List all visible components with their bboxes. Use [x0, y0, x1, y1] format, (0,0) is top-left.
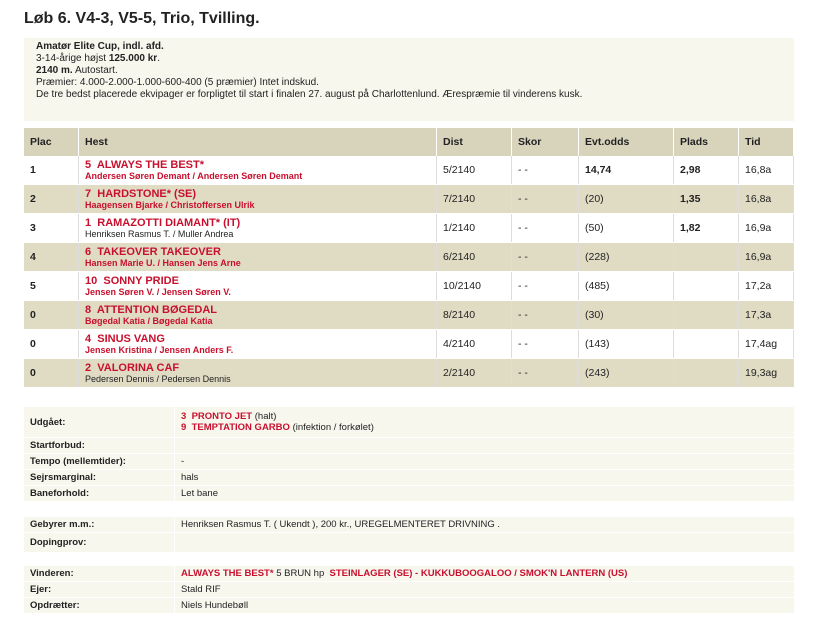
tempo-value: -	[175, 454, 795, 470]
plac-cell: 2	[24, 185, 79, 214]
driver-trainer: Jensen Søren V. / Jensen Søren V.	[85, 286, 231, 297]
winner-pedigree: STEINLAGER (SE) - KUKKUBOOGALOO / SMOK'N LANTERN (US)	[329, 568, 628, 579]
tid-cell: 16,8a	[739, 185, 794, 214]
skor-cell: - -	[512, 156, 579, 185]
startforbud-value	[175, 438, 795, 454]
odds-cell: (20)	[579, 185, 674, 214]
driver-trainer: Andersen Søren Demant / Andersen Søren Demant	[85, 170, 303, 181]
table-row	[24, 214, 794, 243]
sejr-value: hals	[175, 470, 795, 486]
odds-cell: (30)	[579, 301, 674, 330]
skor-cell: - -	[512, 243, 579, 272]
bane-label: Baneforhold:	[24, 486, 175, 502]
start-number: 7	[85, 187, 92, 200]
plads-cell	[674, 301, 739, 330]
odds-cell: (228)	[579, 243, 674, 272]
start-number: 2	[85, 361, 92, 374]
dist-cell: 2/2140	[437, 359, 512, 388]
dist-cell: 10/2140	[437, 272, 512, 301]
plac-cell: 0	[24, 359, 79, 388]
dist-cell: 4/2140	[437, 330, 512, 359]
plac-cell: 5	[24, 272, 79, 301]
skor-cell: - -	[512, 214, 579, 243]
horse-cell	[79, 359, 437, 388]
results-table	[24, 128, 794, 388]
start-type: Autostart.	[74, 65, 118, 76]
plads-cell	[674, 330, 739, 359]
gebyr-label: Gebyrer m.m.:	[24, 517, 175, 533]
horse-name-link[interactable]: RAMAZOTTI DIAMANT* (IT)	[97, 216, 241, 229]
horse-name-link[interactable]: VALORINA CAF	[97, 361, 180, 374]
col-dist: Dist	[437, 128, 512, 156]
doping-value	[175, 533, 795, 553]
plads-cell: 2,98	[674, 156, 739, 185]
scratch-horse-link[interactable]: PRONTO JET	[191, 411, 253, 422]
start-number: 8	[85, 303, 92, 316]
start-number: 10	[85, 274, 98, 287]
odds-cell: (143)	[579, 330, 674, 359]
dist-cell: 5/2140	[437, 156, 512, 185]
plac-cell: 0	[24, 330, 79, 359]
start-number: 1	[85, 216, 92, 229]
skor-cell: - -	[512, 301, 579, 330]
tid-cell: 17,4ag	[739, 330, 794, 359]
table-row	[24, 156, 794, 185]
bane-value: Let bane	[175, 486, 795, 502]
horse-cell	[79, 243, 437, 272]
udgaaet-value: 3 PRONTO JET (halt) 9 TEMPTATION GARBO (infektion / forkølet)	[175, 407, 795, 438]
tid-cell: 16,9a	[739, 243, 794, 272]
table-row	[24, 359, 794, 388]
plac-cell: 3	[24, 214, 79, 243]
dist-cell: 6/2140	[437, 243, 512, 272]
race-note: De tre bedst placerede ekvipager er forpligtet til start i finalen 27. august på Charlottenlund. Ærespræmie til vinderens kusk.	[36, 89, 583, 100]
tid-cell: 17,3a	[739, 301, 794, 330]
horse-name-link[interactable]: HARDSTONE* (SE)	[97, 187, 197, 200]
start-number: 5	[85, 158, 92, 171]
odds-cell: (50)	[579, 214, 674, 243]
driver-trainer: Haagensen Bjarke / Christoffersen Ulrik	[85, 199, 255, 210]
max-earning: 125.000 kr	[108, 53, 158, 64]
col-skor: Skor	[512, 128, 579, 156]
horse-name-link[interactable]: SONNY PRIDE	[103, 274, 179, 287]
plac-cell: 0	[24, 301, 79, 330]
meta-block-1	[24, 407, 794, 502]
horse-cell	[79, 301, 437, 330]
col-plac: Plac	[24, 128, 79, 156]
meta-block-2	[24, 517, 794, 553]
horse-cell	[79, 156, 437, 185]
vinder-label: Vinderen:	[24, 566, 175, 582]
horse-cell	[79, 330, 437, 359]
driver-trainer: Jensen Kristina / Jensen Anders F.	[85, 344, 234, 355]
col-tid: Tid	[739, 128, 794, 156]
race-info: Amatør Elite Cup, indl. afd. 3-14-årige højst 125.000 kr. 2140 m. Autostart. Præmier: 4.000-2.000-1.000-600-400 (5 præmier) Intet indskud. De tre bedst placerede ekvipager er forpligtet til start i finalen 27. august på Charlottenlund. Ærespræmie til vinderens kusk.	[24, 38, 794, 121]
plac-cell: 1	[24, 156, 79, 185]
table-row	[24, 243, 794, 272]
results-header	[24, 128, 794, 156]
startforbud-label: Startforbud:	[24, 438, 175, 454]
col-odds: Evt.odds	[579, 128, 674, 156]
opdraetter-label: Opdrætter:	[24, 598, 175, 614]
odds-cell: 14,74	[579, 156, 674, 185]
plads-cell	[674, 359, 739, 388]
driver-trainer: Hansen Marie U. / Hansen Jens Arne	[85, 257, 241, 268]
horse-name-link[interactable]: ALWAYS THE BEST*	[96, 158, 205, 171]
skor-cell: - -	[512, 359, 579, 388]
udgaaet-label: Udgået:	[24, 407, 175, 438]
tid-cell: 19,3ag	[739, 359, 794, 388]
plads-cell: 1,35	[674, 185, 739, 214]
table-row	[24, 185, 794, 214]
ejer-value: Stald RIF	[175, 582, 795, 598]
horse-cell	[79, 185, 437, 214]
scratch-horse-link[interactable]: TEMPTATION GARBO	[191, 422, 290, 433]
start-number: 4	[85, 332, 92, 345]
vinder-value: ALWAYS THE BEST* 5 BRUN hp STEINLAGER (SE) - KUKKUBOOGALOO / SMOK'N LANTERN (US)	[175, 566, 795, 582]
col-plads: Plads	[674, 128, 739, 156]
tid-cell: 16,8a	[739, 156, 794, 185]
doping-label: Dopingprov:	[24, 533, 175, 553]
table-row	[24, 330, 794, 359]
ejer-label: Ejer:	[24, 582, 175, 598]
driver-trainer: Henriksen Rasmus T. / Muller Andrea	[85, 228, 234, 239]
prizes: Præmier: 4.000-2.000-1.000-600-400 (5 præmier) Intet indskud.	[36, 77, 319, 88]
meta-block-3	[24, 566, 794, 614]
age-condition: 3-14-årige højst	[36, 53, 107, 64]
skor-cell: - -	[512, 185, 579, 214]
gebyr-value: Henriksen Rasmus T. ( Ukendt ), 200 kr., UREGELMENTERET DRIVNING .	[175, 517, 795, 533]
driver-trainer: Pedersen Dennis / Pedersen Dennis	[85, 373, 231, 384]
table-row	[24, 301, 794, 330]
start-number: 6	[85, 245, 92, 258]
page-title: Løb 6. V4-3, V5-5, Trio, Tvilling.	[24, 10, 260, 27]
col-hest: Hest	[79, 128, 437, 156]
sejr-label: Sejrsmarginal:	[24, 470, 175, 486]
dist-cell: 8/2140	[437, 301, 512, 330]
driver-trainer: Bøgedal Katia / Bøgedal Katia	[85, 315, 213, 326]
odds-cell: (243)	[579, 359, 674, 388]
winner-horse-link[interactable]: ALWAYS THE BEST*	[181, 568, 274, 579]
table-row	[24, 272, 794, 301]
plads-cell	[674, 243, 739, 272]
horse-cell	[79, 272, 437, 301]
plads-cell	[674, 272, 739, 301]
tempo-label: Tempo (mellemtider):	[24, 454, 175, 470]
odds-cell: (485)	[579, 272, 674, 301]
dist-cell: 1/2140	[437, 214, 512, 243]
opdraetter-value: Niels Hundebøll	[175, 598, 795, 614]
race-distance: 2140 m.	[36, 65, 73, 76]
horse-name-link[interactable]: SINUS VANG	[97, 332, 165, 345]
dist-cell: 7/2140	[437, 185, 512, 214]
tid-cell: 17,2a	[739, 272, 794, 301]
horse-name-link[interactable]: TAKEOVER TAKEOVER	[97, 245, 221, 258]
plac-cell: 4	[24, 243, 79, 272]
race-name: Amatør Elite Cup, indl. afd.	[36, 41, 164, 52]
tid-cell: 16,9a	[739, 214, 794, 243]
skor-cell: - -	[512, 272, 579, 301]
horse-cell	[79, 214, 437, 243]
plads-cell: 1,82	[674, 214, 739, 243]
skor-cell: - -	[512, 330, 579, 359]
horse-name-link[interactable]: ATTENTION BØGEDAL	[96, 303, 218, 316]
